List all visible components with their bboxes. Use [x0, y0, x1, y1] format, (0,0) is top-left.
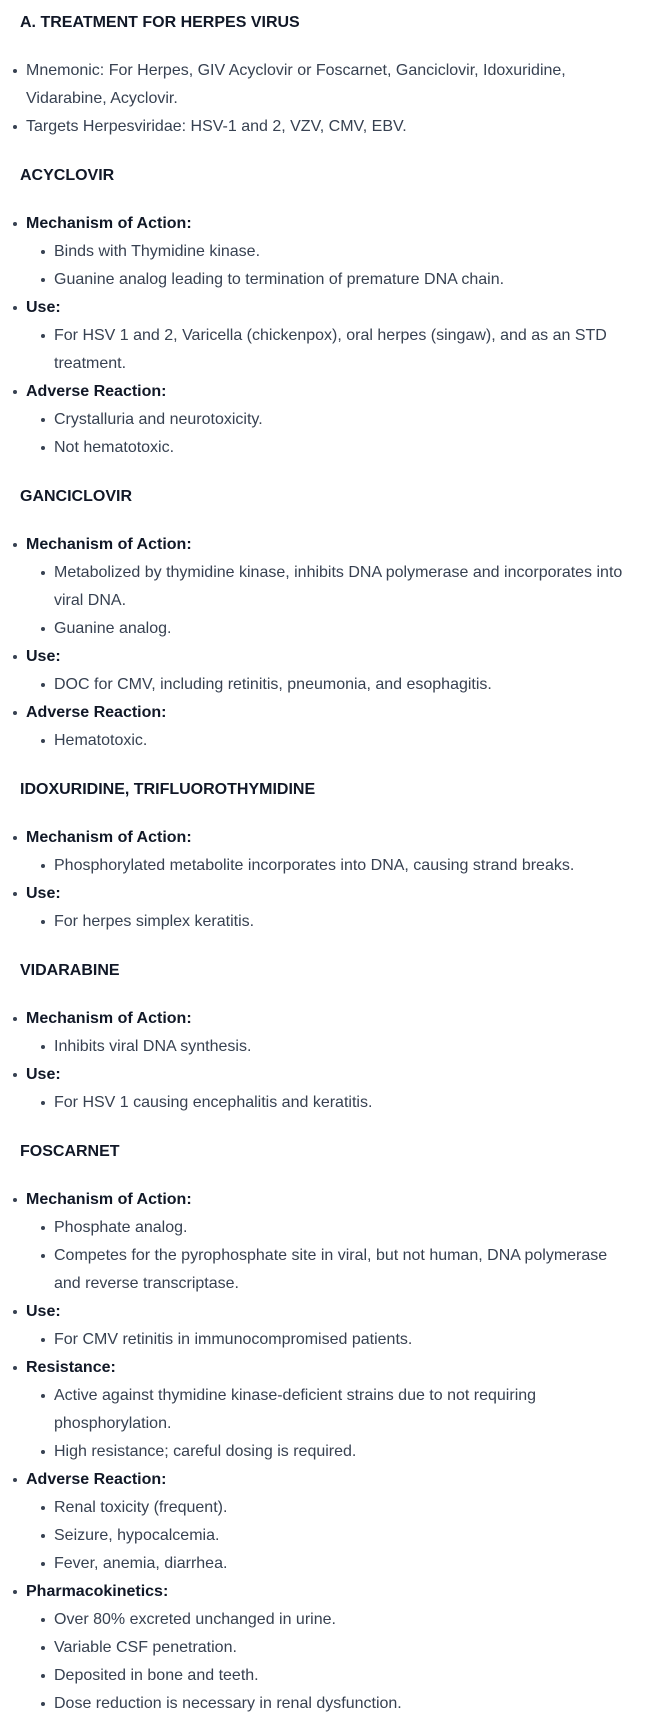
list-item: Over 80% excreted unchanged in urine.	[26, 1606, 628, 1634]
group-label: Adverse Reaction:	[26, 704, 167, 721]
group-label: Resistance:	[26, 1359, 116, 1376]
detail-group	[20, 294, 628, 378]
detail-sublist	[26, 1382, 628, 1466]
detail-sublist	[26, 406, 628, 462]
group-label: Pharmacokinetics:	[26, 1583, 169, 1600]
detail-sublist	[26, 559, 628, 643]
list-item: Metabolized by thymidine kinase, inhibits DNA polymerase and incorporates into viral DNA.	[26, 559, 628, 615]
detail-group	[20, 210, 628, 294]
detail-group	[20, 1061, 628, 1117]
drug-heading: VIDARABINE	[20, 962, 120, 979]
drug-detail-list	[20, 210, 628, 462]
detail-sublist	[26, 1326, 628, 1354]
intro-list	[20, 57, 628, 141]
list-item: Binds with Thymidine kinase.	[26, 238, 628, 266]
list-item: Mnemonic: For Herpes, GIV Acyclovir or Foscarnet, Ganciclovir, Idoxuridine, Vidarabine, Acyclovir.	[20, 57, 628, 113]
group-label: Adverse Reaction:	[26, 383, 167, 400]
detail-sublist	[26, 322, 628, 378]
detail-sublist	[26, 1606, 628, 1718]
detail-group	[20, 378, 628, 462]
drug-detail-list	[20, 1005, 628, 1117]
detail-sublist	[26, 1214, 628, 1298]
drug-heading: FOSCARNET	[20, 1143, 120, 1160]
detail-group	[20, 1466, 628, 1578]
detail-sublist	[26, 1494, 628, 1578]
detail-group	[20, 699, 628, 755]
detail-sublist	[26, 852, 628, 880]
detail-group	[20, 1578, 628, 1718]
drug-heading: IDOXURIDINE, TRIFLUOROTHYMIDINE	[20, 781, 316, 798]
list-item: Variable CSF penetration.	[26, 1634, 628, 1662]
list-item: Dose reduction is necessary in renal dysfunction.	[26, 1690, 628, 1718]
drug-detail-list	[20, 824, 628, 936]
list-item: High resistance; careful dosing is required.	[26, 1438, 628, 1466]
list-item: DOC for CMV, including retinitis, pneumonia, and esophagitis.	[26, 671, 628, 699]
list-item: Active against thymidine kinase-deficient strains due to not requiring phosphorylation.	[26, 1382, 628, 1438]
group-label: Use:	[26, 885, 61, 902]
list-item: Renal toxicity (frequent).	[26, 1494, 628, 1522]
detail-sublist	[26, 671, 628, 699]
list-item: For herpes simplex keratitis.	[26, 908, 628, 936]
detail-sublist	[26, 1089, 628, 1117]
detail-sublist	[26, 727, 628, 755]
group-label: Mechanism of Action:	[26, 1191, 192, 1208]
group-label: Adverse Reaction:	[26, 1471, 167, 1488]
list-item: For CMV retinitis in immunocompromised patients.	[26, 1326, 628, 1354]
detail-sublist	[26, 238, 628, 294]
list-item: Competes for the pyrophosphate site in viral, but not human, DNA polymerase and reverse transcriptase.	[26, 1242, 628, 1298]
list-item: Inhibits viral DNA synthesis.	[26, 1033, 628, 1061]
detail-group	[20, 880, 628, 936]
detail-sublist	[26, 1033, 628, 1061]
section-title: A. TREATMENT FOR HERPES VIRUS	[20, 14, 300, 31]
detail-sublist	[26, 908, 628, 936]
list-item: Phosphate analog.	[26, 1214, 628, 1242]
detail-group	[20, 1005, 628, 1061]
list-item: Hematotoxic.	[26, 727, 628, 755]
list-item: Crystalluria and neurotoxicity.	[26, 406, 628, 434]
list-item: Not hematotoxic.	[26, 434, 628, 462]
detail-group	[20, 531, 628, 643]
group-label: Mechanism of Action:	[26, 829, 192, 846]
detail-group	[20, 643, 628, 699]
detail-group	[20, 1186, 628, 1298]
group-label: Use:	[26, 1303, 61, 1320]
group-label: Use:	[26, 648, 61, 665]
list-item: For HSV 1 causing encephalitis and keratitis.	[26, 1089, 628, 1117]
list-item: Seizure, hypocalcemia.	[26, 1522, 628, 1550]
list-item: Targets Herpesviridae: HSV-1 and 2, VZV, CMV, EBV.	[20, 113, 628, 141]
list-item: Deposited in bone and teeth.	[26, 1662, 628, 1690]
list-item: Guanine analog.	[26, 615, 628, 643]
list-item: For HSV 1 and 2, Varicella (chickenpox), oral herpes (singaw), and as an STD treatment.	[26, 322, 628, 378]
group-label: Use:	[26, 299, 61, 316]
detail-group	[20, 824, 628, 880]
list-item: Guanine analog leading to termination of premature DNA chain.	[26, 266, 628, 294]
detail-group	[20, 1354, 628, 1466]
drug-detail-list	[20, 1186, 628, 1718]
group-label: Use:	[26, 1066, 61, 1083]
group-label: Mechanism of Action:	[26, 215, 192, 232]
drug-detail-list	[20, 531, 628, 755]
group-label: Mechanism of Action:	[26, 1010, 192, 1027]
drug-heading: ACYCLOVIR	[20, 167, 115, 184]
group-label: Mechanism of Action:	[26, 536, 192, 553]
drug-sections	[20, 165, 628, 1718]
list-item: Fever, anemia, diarrhea.	[26, 1550, 628, 1578]
drug-heading: GANCICLOVIR	[20, 488, 132, 505]
detail-group	[20, 1298, 628, 1354]
list-item: Phosphorylated metabolite incorporates into DNA, causing strand breaks.	[26, 852, 628, 880]
